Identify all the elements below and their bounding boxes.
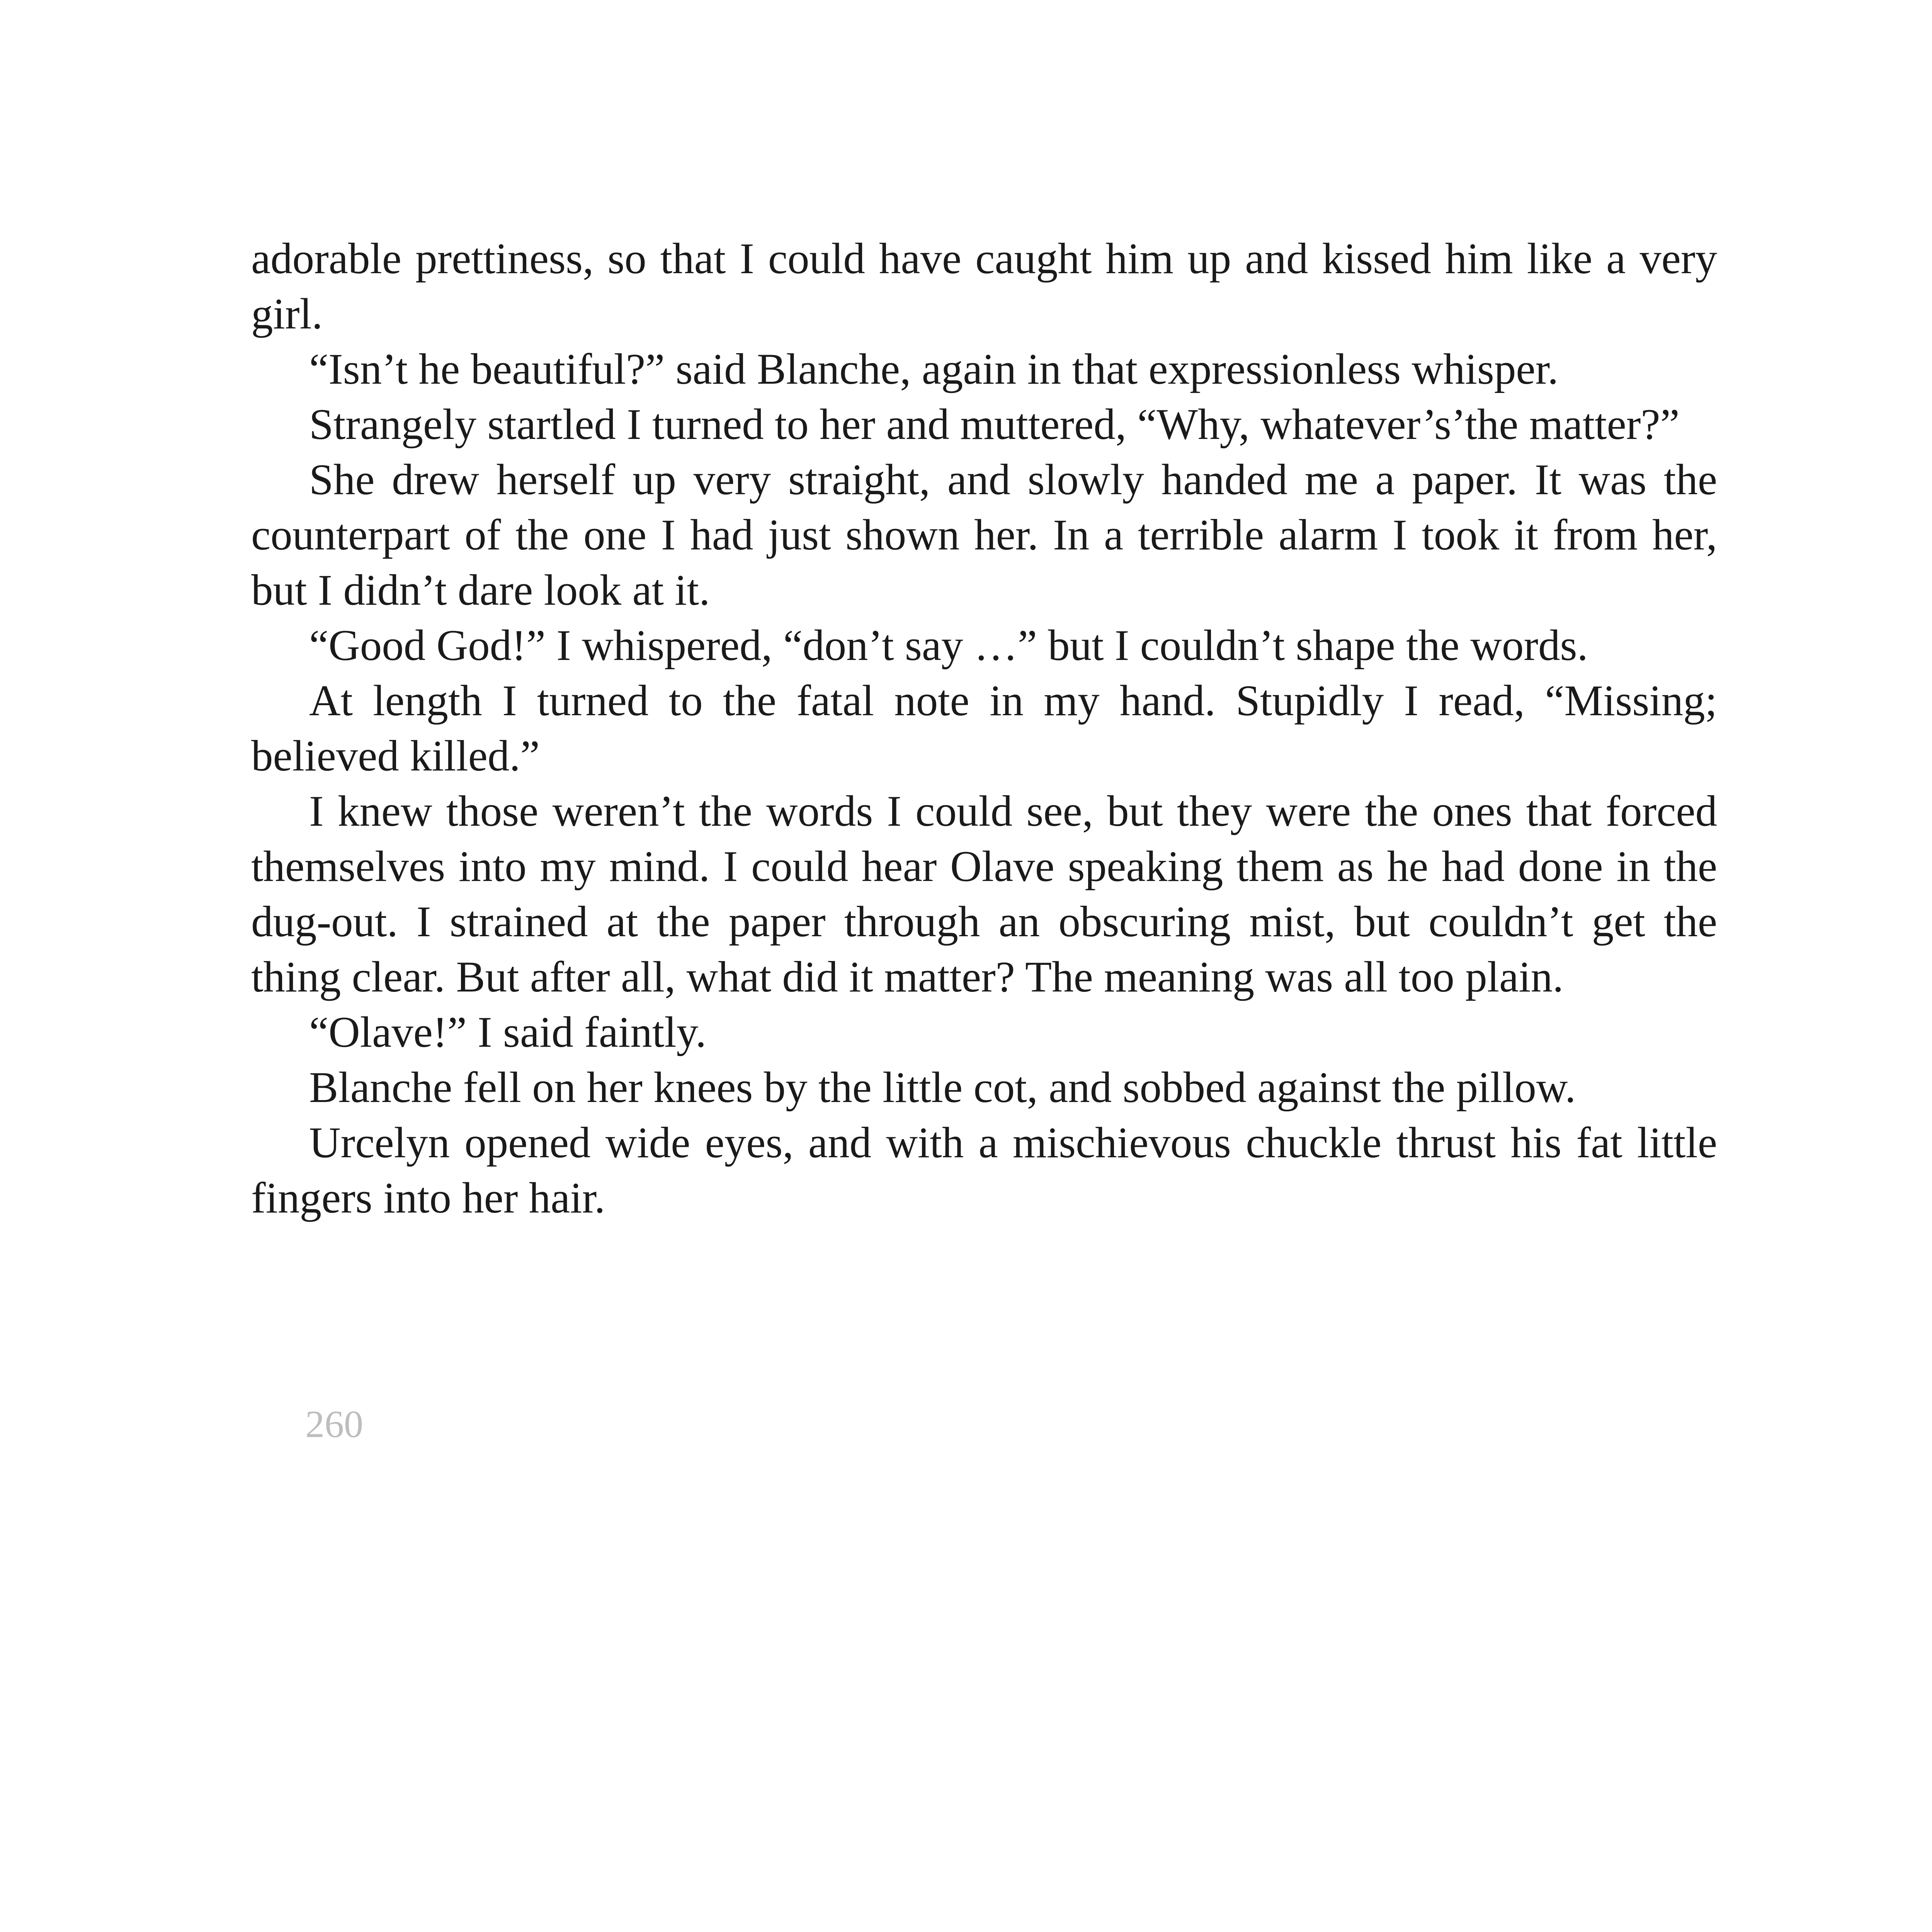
paragraph: Strangely startled I turned to her and muttered, “Why, whatever’s’the matter?” bbox=[309, 400, 1680, 449]
paragraph: Urcelyn opened wide eyes, and with a mischievous chuckle thrust his fat little fingers into her hair. bbox=[251, 1119, 1717, 1222]
page-number: 260 bbox=[305, 1403, 363, 1446]
paragraph: adorable prettiness, so that I could have caught him up and kissed him like a very girl. bbox=[251, 235, 1717, 338]
paragraph: “Isn’t he beautiful?” said Blanche, again in that expressionless whisper. bbox=[309, 345, 1559, 393]
paragraph: I knew those weren’t the words I could see, but they were the ones that forced themselves into my mind. I could hear Olave speaking them as he had done in the dug-out. I strained at the paper through an obscuring mist, but couldn’t get the thing clear. But after all, what did it matter? The meaning was all too plain. bbox=[251, 787, 1717, 1001]
paragraph: At length I turned to the fatal note in my hand. Stupidly I read, “Missing; believed killed.” bbox=[251, 677, 1717, 780]
page-body-text bbox=[251, 231, 1717, 1226]
paragraph: “Good God!” I whispered, “don’t say …” but I couldn’t shape the words. bbox=[309, 621, 1588, 670]
paragraph: “Olave!” I said faintly. bbox=[309, 1008, 707, 1056]
paragraph: She drew herself up very straight, and slowly handed me a paper. It was the counterpart of the one I had just shown her. In a terrible alarm I took it from her, but I didn’t dare look at it. bbox=[251, 456, 1717, 614]
paragraph: Blanche fell on her knees by the little cot, and sobbed against the pillow. bbox=[309, 1063, 1576, 1112]
